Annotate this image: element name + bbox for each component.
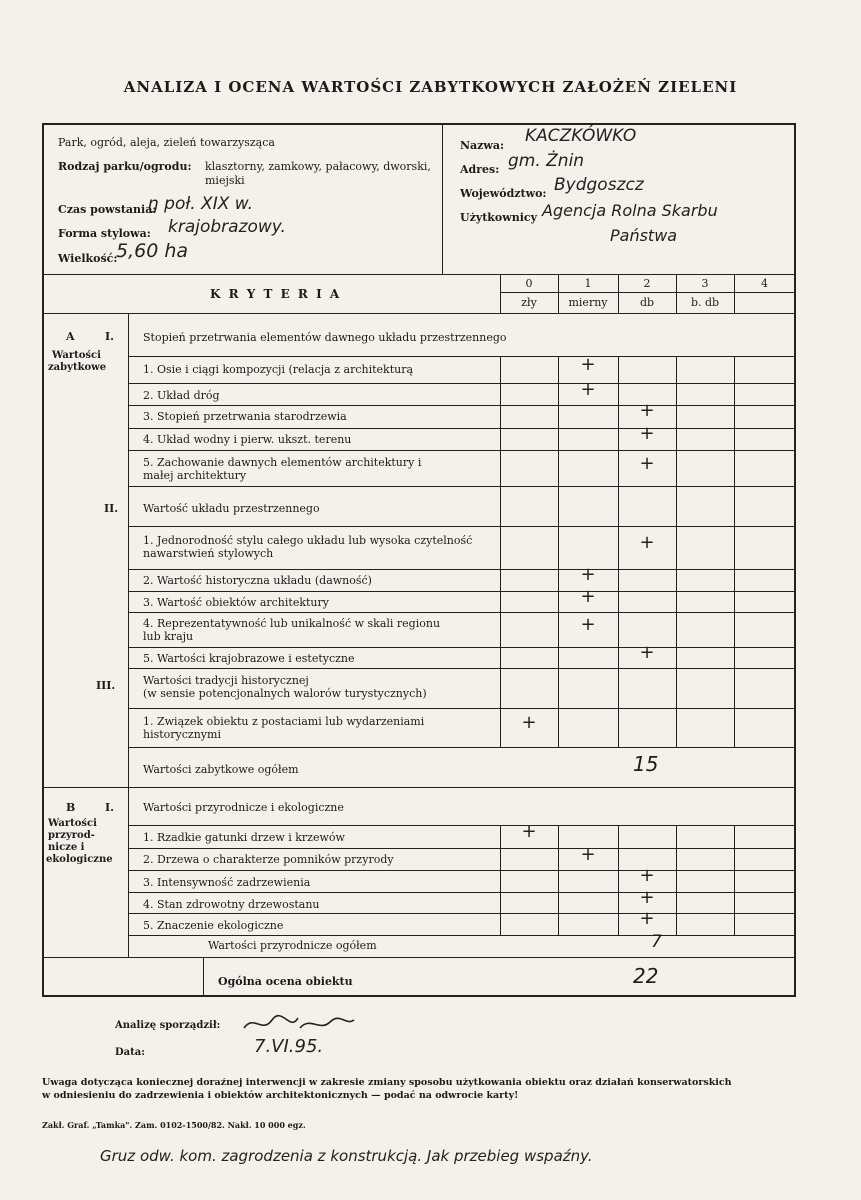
- row-line: [128, 612, 795, 613]
- section-b-letter: B: [66, 801, 76, 814]
- kind-options: klasztorny, zamkowy, pałacowy, dworski,: [205, 160, 431, 173]
- criterion-a3-1: 1. Związek obiektu z postaciami lub wydarzeniami historycznymi: [143, 715, 425, 741]
- note-line-1: Uwaga dotycząca koniecznej doraźnej interwencji w zakresie zmiany sposobu użytkowania obiektu oraz działań konserwatorskich: [42, 1077, 732, 1088]
- a3-mark-1: +: [521, 712, 537, 733]
- criteria-top-line: [43, 274, 795, 275]
- row-line: [128, 526, 795, 527]
- col-line: [734, 274, 735, 313]
- col-line: [500, 356, 501, 747]
- group-a3-title: Wartości tradycji historycznej: [143, 674, 309, 687]
- row-line: [128, 848, 795, 849]
- name-value: KACZKÓWKO: [525, 126, 637, 146]
- b-mark-3: +: [639, 865, 655, 886]
- printer-imprint: Zakł. Graf. „Tamka". Zam. 0102-1500/82. Nakł. 10 000 egz.: [42, 1120, 306, 1130]
- park-type-label: Park, ogród, aleja, zieleń towarzysząca: [58, 136, 275, 149]
- criterion-a1-3: 3. Stopień przetrwania starodrzewia: [143, 410, 347, 423]
- score-divider: [500, 292, 795, 293]
- section-a-roman: I.: [105, 330, 114, 343]
- group-b1-title: Wartości przyrodnicze i ekologiczne: [143, 801, 344, 814]
- section-b-name: Wartości: [48, 818, 97, 829]
- col-line: [500, 825, 501, 935]
- criterion-a1-4: 4. Układ wodny i pierw. ukszt. terenu: [143, 433, 352, 446]
- a2-mark-4: +: [580, 614, 596, 635]
- col-line: [558, 274, 559, 313]
- col-line: [618, 356, 619, 747]
- criterion-b-2: 2. Drzewa o charakterze pomników przyrody: [143, 853, 394, 866]
- section-a-name: Wartości: [52, 350, 101, 361]
- total-a-label: Wartości zabytkowe ogółem: [143, 763, 299, 776]
- row-line: [128, 825, 795, 826]
- criterion-a2-5: 5. Wartości krajobrazowe i estetyczne: [143, 652, 355, 665]
- group-a2-roman: II.: [104, 502, 119, 515]
- style-value: krajobrazowy.: [168, 217, 286, 237]
- col-line: [618, 825, 619, 935]
- section-b-name-4: ekologiczne: [46, 854, 113, 865]
- section-a-name-2: zabytkowe: [48, 362, 107, 373]
- a1-mark-5: +: [639, 453, 655, 474]
- row-line: [128, 935, 795, 936]
- users-label: Użytkownicy: [460, 211, 538, 224]
- style-label: Forma stylowa:: [58, 227, 151, 240]
- row-line: [128, 913, 795, 914]
- section-b-roman: I.: [105, 801, 114, 814]
- a2-mark-5: +: [639, 642, 655, 663]
- row-line: [128, 486, 795, 487]
- row-line: [128, 405, 795, 406]
- col-line: [558, 825, 559, 935]
- score-1: 1: [584, 277, 592, 290]
- criterion-a2-3: 3. Wartość obiektów architektury: [143, 596, 329, 609]
- created-value: ŋ poł. XIX w.: [148, 194, 253, 214]
- criterion-a2-4: 4. Reprezentatywność lub unikalność w skali regionu lub kraju: [143, 617, 441, 643]
- total-b-value: 7: [651, 932, 662, 952]
- section-b-divider: [128, 787, 129, 957]
- a1-mark-2: +: [580, 379, 596, 400]
- criteria-label: K R Y T E R I A: [210, 287, 342, 301]
- criterion-a1-5: 5. Zachowanie dawnych elementów architektury i małej architektury: [143, 456, 422, 482]
- name-label: Nazwa:: [460, 139, 505, 152]
- score-name-0: zły: [521, 296, 537, 309]
- b-mark-1: +: [521, 821, 537, 842]
- score-name-3: b. db: [690, 296, 720, 309]
- row-line: [128, 668, 795, 669]
- col-line: [500, 274, 501, 313]
- users-value-2: Państwa: [610, 226, 678, 245]
- row-line: [128, 708, 795, 709]
- criterion-a1-2: 2. Układ dróg: [143, 389, 220, 402]
- row-line: [128, 892, 795, 893]
- criterion-b-5: 5. Znaczenie ekologiczne: [143, 919, 284, 932]
- row-line: [128, 569, 795, 570]
- section-a-divider: [128, 313, 129, 787]
- row-line: [128, 591, 795, 592]
- overall-label: Ogólna ocena obiektu: [218, 975, 353, 988]
- kind-options-2: miejski: [205, 174, 245, 187]
- section-separator: [43, 787, 795, 788]
- score-2: 2: [643, 277, 651, 290]
- row-line: [128, 647, 795, 648]
- score-name-1: mierny: [568, 296, 608, 309]
- section-a-letter: A: [66, 330, 75, 343]
- criterion-a2-2: 2. Wartość historyczna układu (dawność): [143, 574, 372, 587]
- b-mark-5: +: [639, 908, 655, 929]
- row-line: [128, 450, 795, 451]
- criterion-b-3: 3. Intensywność zadrzewienia: [143, 876, 311, 889]
- col-line: [734, 825, 735, 935]
- date-value: 7.VI.95.: [254, 1036, 324, 1057]
- row-line: [128, 428, 795, 429]
- prepared-label: Analizę sporządził:: [115, 1020, 221, 1031]
- header-divider: [442, 124, 443, 274]
- score-3: 3: [701, 277, 709, 290]
- col-line: [676, 356, 677, 747]
- created-label: Czas powstania:: [58, 203, 157, 216]
- group-a3-title-2: (w sensie potencjonalnych walorów turystycznych): [143, 687, 427, 700]
- form-title: ANALIZA I OCENA WARTOŚCI ZABYTKOWYCH ZAŁOŻEŃ ZIELENI: [123, 78, 738, 96]
- voivodeship-label: Województwo:: [460, 187, 547, 200]
- group-a2-title: Wartość układu przestrzennego: [143, 502, 320, 515]
- overall-value: 22: [633, 964, 659, 988]
- voivodeship-value: Bydgoszcz: [554, 175, 644, 195]
- total-a-value: 15: [633, 752, 659, 776]
- address-label: Adres:: [460, 163, 500, 176]
- kind-label: Rodzaj parku/ogrodu:: [58, 160, 192, 173]
- address-value: gm. Żnin: [508, 151, 585, 171]
- row-line: [128, 383, 795, 384]
- score-name-2: db: [639, 296, 655, 309]
- a1-mark-4: +: [639, 423, 655, 444]
- row-line: [128, 870, 795, 871]
- overall-divider: [203, 957, 204, 997]
- criterion-b-1: 1. Rzadkie gatunki drzew i krzewów: [143, 831, 345, 844]
- handwritten-note: Gruz odw. kom. zagrodzenia z konstrukcją. Jak przebieg wspaźny.: [100, 1147, 593, 1165]
- col-line: [734, 356, 735, 747]
- a1-mark-1: +: [580, 354, 596, 375]
- col-line: [558, 356, 559, 747]
- group-a3-roman: III.: [96, 679, 116, 692]
- a2-mark-2: +: [580, 564, 596, 585]
- b-mark-4: +: [639, 887, 655, 908]
- col-line: [676, 274, 677, 313]
- a2-mark-1: +: [639, 532, 655, 553]
- note-line-2: w odniesieniu do zadrzewienia i obiektów architektonicznych — podać na odwrocie karty!: [42, 1090, 519, 1101]
- score-4: 4: [761, 277, 768, 290]
- b-mark-2: +: [580, 844, 596, 865]
- criterion-a2-1: 1. Jednorodność stylu całego układu lub wysoka czytelność nawarstwień stylowych: [143, 534, 473, 560]
- col-line: [676, 825, 677, 935]
- col-line: [618, 274, 619, 313]
- size-label: Wielkość:: [58, 252, 118, 265]
- criterion-b-4: 4. Stan zdrowotny drzewostanu: [143, 898, 320, 911]
- row-line: [128, 356, 795, 357]
- a2-mark-3: +: [580, 586, 596, 607]
- users-value: Agencja Rolna Skarbu: [542, 201, 718, 220]
- date-label: Data:: [115, 1047, 145, 1058]
- signature: [240, 1010, 360, 1038]
- score-0: 0: [525, 277, 533, 290]
- group-a1-title: Stopień przetrwania elementów dawnego układu przestrzennego: [143, 331, 507, 344]
- a1-mark-3: +: [639, 400, 655, 421]
- row-line: [43, 957, 795, 958]
- criteria-bottom-line: [43, 313, 795, 314]
- section-b-name-2: przyrod-: [48, 830, 95, 841]
- total-b-label: Wartości przyrodnicze ogółem: [208, 939, 377, 952]
- row-line: [128, 747, 795, 748]
- size-value: 5,60 ha: [116, 240, 189, 262]
- criterion-a1-1: 1. Osie i ciągi kompozycji (relacja z architekturą: [143, 363, 414, 376]
- section-b-name-3: nicze i: [48, 842, 85, 853]
